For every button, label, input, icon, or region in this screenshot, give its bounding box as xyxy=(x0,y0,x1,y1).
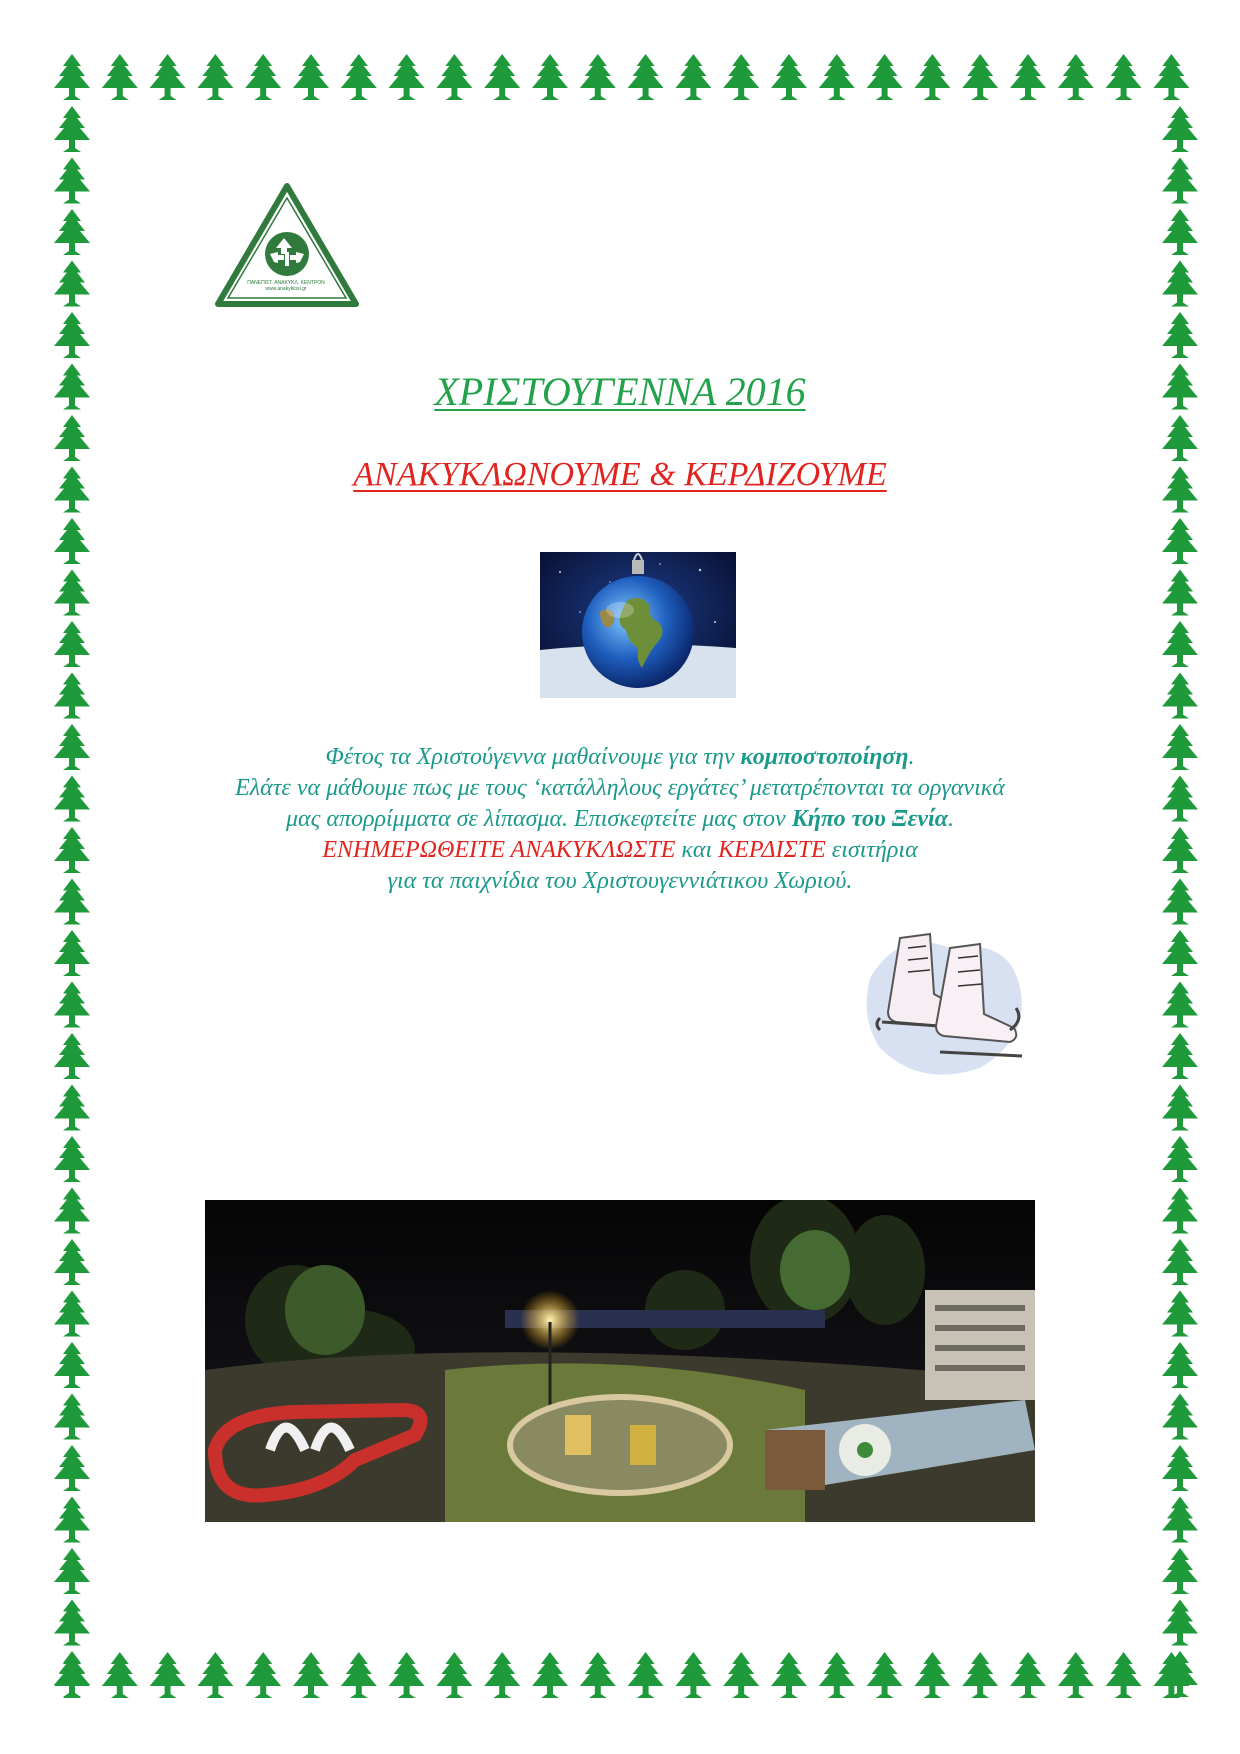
tree-icon xyxy=(484,54,520,100)
tree-icon xyxy=(914,54,950,100)
tree-icon xyxy=(54,827,90,873)
tree-icon xyxy=(1162,1033,1198,1079)
paragraph-line-3: μας απορρίμματα σε λίπασμα. Επισκεφτείτε μας στον Κήπο του Ξενία. xyxy=(286,806,954,832)
tree-icon xyxy=(245,1652,281,1698)
tree-icon xyxy=(1106,1652,1142,1698)
announcement-paragraph xyxy=(140,742,1100,897)
tree-icon xyxy=(54,776,90,822)
tree-icon xyxy=(54,1600,90,1646)
tree-icon xyxy=(54,1445,90,1491)
tree-icon xyxy=(54,621,90,667)
composting-term: κομποστοποίηση xyxy=(740,744,909,770)
tree-icon xyxy=(771,54,807,100)
tree-icon xyxy=(1010,1652,1046,1698)
tree-icon xyxy=(54,261,90,307)
tree-icon xyxy=(54,106,90,152)
tree-icon xyxy=(1162,776,1198,822)
paragraph-line-4: ΕΝΗΜΕΡΩΘΕΙΤΕ ΑΝΑΚΥΚΛΩΣΤΕ και ΚΕΡΔΙΣΤΕ εισιτήρια xyxy=(322,837,918,863)
tree-icon xyxy=(675,54,711,100)
tree-icon xyxy=(867,54,903,100)
logo-caption-line2: www.anakyklosi.gr xyxy=(265,286,307,292)
tree-icon xyxy=(54,673,90,719)
tree-icon xyxy=(1153,54,1189,100)
recycle-logo xyxy=(212,180,362,312)
tree-icon xyxy=(914,1652,950,1698)
tree-icon xyxy=(102,1652,138,1698)
tree-icon xyxy=(1162,930,1198,976)
tree-icon xyxy=(389,1652,425,1698)
tree-icon xyxy=(54,1548,90,1594)
logo-caption-line1: ΠΑΝΕΠΙΣΤ. ΑΝΑΚΥΚΛ. ΚΕΝΤΡΟΝ xyxy=(247,280,325,286)
tree-icon xyxy=(1162,673,1198,719)
paragraph-line-2: Ελάτε να μάθουμε πως με τους ‘κατάλληλους εργάτες’ μετατρέπονται τα οργανικά xyxy=(235,775,1005,801)
tree-icon xyxy=(1162,106,1198,152)
tree-icon xyxy=(54,570,90,616)
tree-icon xyxy=(675,1652,711,1698)
tree-icon xyxy=(819,54,855,100)
tree-icon xyxy=(819,1652,855,1698)
tree-icon xyxy=(1162,982,1198,1028)
tree-icon xyxy=(54,930,90,976)
tree-icon xyxy=(54,724,90,770)
paragraph-line-5: για τα παιχνίδια του Χριστουγεννιάτικου Χωριού. xyxy=(387,868,853,894)
tree-icon xyxy=(54,1394,90,1440)
tree-icon xyxy=(1162,312,1198,358)
tree-icon xyxy=(54,1342,90,1388)
tree-icon xyxy=(628,1652,664,1698)
tree-icon xyxy=(150,1652,186,1698)
tree-icon xyxy=(580,54,616,100)
tree-icon xyxy=(1162,158,1198,204)
tree-icon xyxy=(1162,1445,1198,1491)
recycle-icon xyxy=(265,232,309,276)
tree-icon xyxy=(962,1652,998,1698)
tree-icon xyxy=(867,1652,903,1698)
tree-icon xyxy=(54,1033,90,1079)
tree-icon xyxy=(484,1652,520,1698)
tree-icon xyxy=(293,1652,329,1698)
tree-icon xyxy=(54,1291,90,1337)
tree-icon xyxy=(532,1652,568,1698)
tree-icon xyxy=(1162,1291,1198,1337)
tree-icon xyxy=(1162,518,1198,564)
tree-icon xyxy=(54,415,90,461)
tree-icon xyxy=(962,54,998,100)
tree-icon xyxy=(102,54,138,100)
tree-icon xyxy=(771,1652,807,1698)
tree-icon xyxy=(54,1497,90,1543)
tree-icon xyxy=(1162,1548,1198,1594)
tree-icon xyxy=(197,1652,233,1698)
tree-icon xyxy=(293,54,329,100)
tree-icon xyxy=(1162,1188,1198,1234)
tree-icon xyxy=(341,1652,377,1698)
tree-icon xyxy=(245,54,281,100)
christmas-village-photo xyxy=(205,1200,1035,1522)
tree-icon xyxy=(1058,54,1094,100)
tree-icon xyxy=(723,1652,759,1698)
tree-icon xyxy=(150,54,186,100)
ice-skates-image xyxy=(860,918,1030,1078)
tree-icon xyxy=(54,54,90,100)
tree-icon xyxy=(1162,570,1198,616)
logo-caption xyxy=(230,280,342,292)
tree-icon xyxy=(1162,261,1198,307)
tree-icon xyxy=(1162,1497,1198,1543)
tree-icon xyxy=(1010,54,1046,100)
tree-icon xyxy=(54,518,90,564)
tree-icon xyxy=(54,1188,90,1234)
tree-icon xyxy=(723,54,759,100)
tree-icon xyxy=(1162,724,1198,770)
page-title: ΧΡΙΣΤΟΥΓΕΝΝΑ 2016 xyxy=(434,369,806,414)
tree-icon xyxy=(1162,1136,1198,1182)
tree-icon xyxy=(580,1652,616,1698)
tree-icon xyxy=(1162,1239,1198,1285)
tree-icon xyxy=(54,1239,90,1285)
tree-icon xyxy=(436,1652,472,1698)
tree-icon xyxy=(1162,1600,1198,1646)
tree-icon xyxy=(1162,1085,1198,1131)
tree-icon xyxy=(54,1136,90,1182)
tree-icon xyxy=(54,982,90,1028)
tree-icon xyxy=(1162,827,1198,873)
tree-icon xyxy=(54,879,90,925)
tree-icon xyxy=(389,54,425,100)
tree-icon xyxy=(1162,1394,1198,1440)
earth-ornament-image xyxy=(540,552,736,698)
tree-icon xyxy=(54,209,90,255)
tree-icon xyxy=(1162,415,1198,461)
page-subtitle: ΑΝΑΚΥΚΛΩΝΟΥΜΕ & ΚΕΡΔΙΖΟΥΜΕ xyxy=(353,456,887,493)
tree-icon xyxy=(1162,1342,1198,1388)
garden-name: Κήπο του Ξενία xyxy=(791,806,948,832)
tree-icon xyxy=(436,54,472,100)
tree-icon xyxy=(197,54,233,100)
tree-icon xyxy=(1058,1652,1094,1698)
tree-icon xyxy=(1162,879,1198,925)
tree-icon xyxy=(628,54,664,100)
tree-icon xyxy=(1106,54,1142,100)
tree-icon xyxy=(341,54,377,100)
tree-icon xyxy=(1162,621,1198,667)
tree-icon xyxy=(54,158,90,204)
tree-icon xyxy=(54,312,90,358)
paragraph-line-1: Φέτος τα Χριστούγεννα μαθαίνουμε για την κομποστοποίηση. xyxy=(325,744,915,770)
tree-icon xyxy=(54,1085,90,1131)
tree-icon xyxy=(1162,209,1198,255)
tree-icon xyxy=(532,54,568,100)
